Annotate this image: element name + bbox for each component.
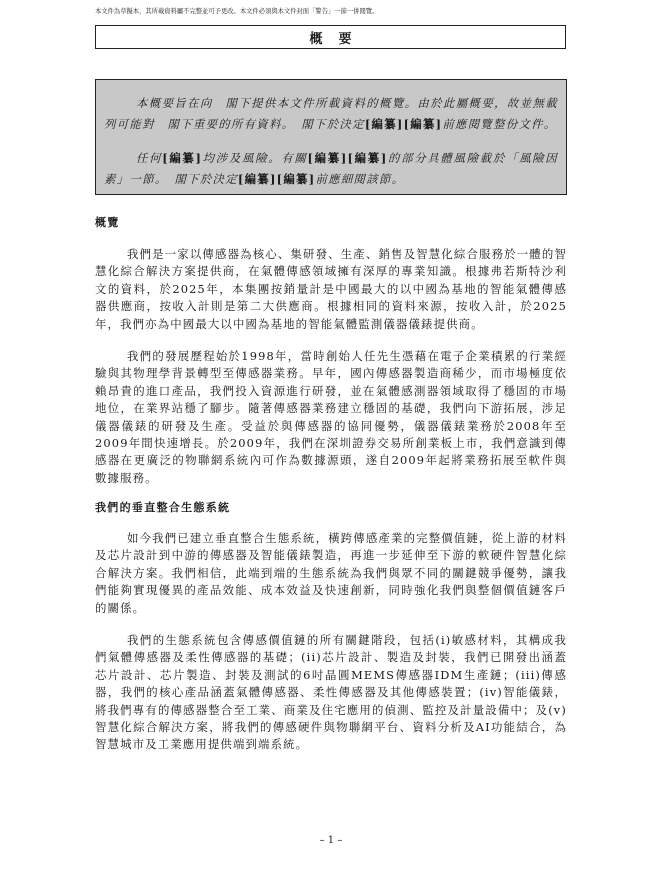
overview-heading: 概覽 [95, 216, 120, 229]
page-title: 概要 [309, 31, 368, 47]
ecosystem-paragraph-2: 我們的生態系統包含傳感價值鏈的所有關鍵階段，包括(i)敏感材料，其構成我們氣體傳感器及柔性傳感器的基礎；(ii)芯片設計、製造及封裝，我們已開發出涵蓋芯片設計、芯片製造、封裝及測試的6吋晶圓MEMS傳感器IDM生產鏈；(iii)傳感器，我們的核心產品涵蓋氣體傳感器、柔性傳感器及其他傳感裝置；(iv)智能儀錶，將我們專有的傳感器整合至工業、商業及住宅應用的偵測、監控及計量設備中；及(v)智慧化綜合解決方案，將我們的傳感硬件與物聯網平台、資料分析及AI功能結合，為智慧城市及工業應用提供端到端系統。 [95, 633, 567, 752]
summary-notice-paragraph-2: 任何[編纂]均涉及風險。有關[編纂][編纂]的部分具體風險載於「風險因素」一節。 閣下於決定[編纂][編纂]前應細閱該節。 [104, 151, 558, 186]
ecosystem-heading: 我們的垂直整合生態系統 [95, 501, 231, 514]
ecosystem-paragraph-1: 如今我們已建立垂直整合生態系統，橫跨傳感產業的完整價值鏈，從上游的材料及芯片設計到中游的傳感器及智能儀錶製造，再進一步延伸至下游的軟硬件智慧化綜合解決方案。我們相信，此端到端的生態系統為我們與眾不同的關鍵競爭優勢，讓我們能夠實現優異的產品效能、成本效益及快速創新，同時強化我們與整個價值鏈客戶的關係。 [95, 531, 567, 615]
section-title-box [95, 25, 566, 49]
document-header-note: 本文件為草擬本，其所載資料屬不完整並可予更改。本文件必須與本文件封面「警告」一節一併閱覽。 [95, 8, 379, 15]
summary-notice-box [95, 79, 567, 195]
overview-paragraph-2: 我們的發展歷程始於1998年，當時創始人任先生憑藉在電子企業積累的行業經驗與其物理學背景轉型至傳感器業務。早年，國內傳感器製造商稀少，而市場極度依賴昂貴的進口產品，我們投入資源進行研發，並在氣體感測器領域取得了穩固的市場地位，在業界站穩了腳步。隨著傳感器業務建立穩固的基礎，我們向下游拓展，涉足儀器儀錶的研發及生產。受益於與傳感器的協同優勢，儀器儀錶業務於2008年至2009年間快速增長。於2009年，我們在深圳證券交易所創業板上市，我們意識到傳感器在更廣泛的物聯網系統內可作為數據源頭，遂自2009年起將業務拓展至軟件與數據服務。 [95, 349, 567, 485]
summary-notice-paragraph-1: 本概要旨在向 閣下提供本文件所載資料的概覽。由於此屬概要，故並無載列可能對 閣下重要的所有資料。 閣下於決定[編纂][編纂]前應閱覽整份文件。 [104, 96, 558, 131]
overview-paragraph-1: 我們是一家以傳感器為核心、集研發、生產、銷售及智慧化綜合服務於一體的智慧化綜合解決方案提供商，在氣體傳感領域擁有深厚的專業知識。根據弗若斯特沙利文的資料，於2025年，本集團按銷量計是中國最大的以中國為基地的智能氣體傳感器供應商，按收入計則是第二大供應商。根據相同的資料來源，按收入計，於2025年，我們亦為中國最大以中國為基地的智能氣體監測儀器儀錶提供商。 [95, 247, 567, 331]
page-number: – 1 – [319, 835, 343, 846]
